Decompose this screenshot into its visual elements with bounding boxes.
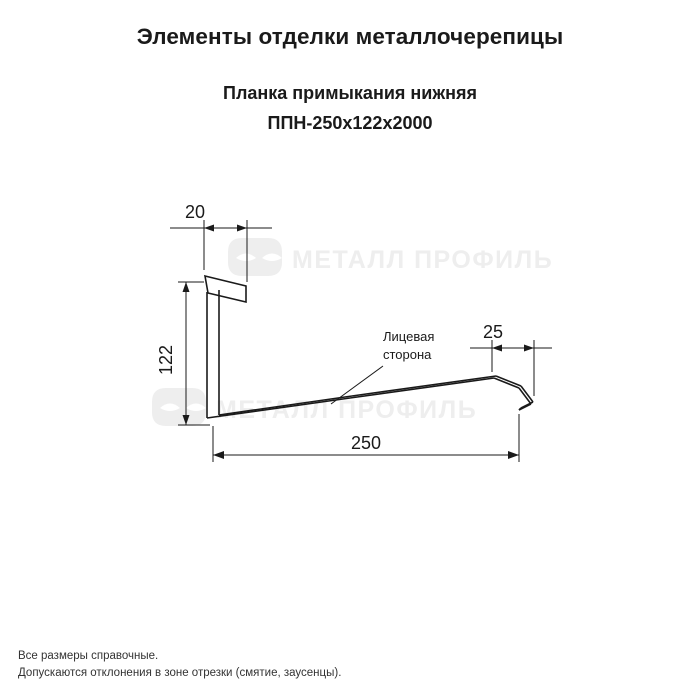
product-code: ППН-250х122х2000 xyxy=(267,113,433,133)
face-side-label-line1: Лицевая xyxy=(383,329,435,344)
svg-text:МЕТАЛЛ ПРОФИЛЬ: МЕТАЛЛ ПРОФИЛЬ xyxy=(216,396,478,424)
dim-250-text: 250 xyxy=(350,433,382,453)
svg-text:МЕТАЛЛ ПРОФИЛЬ: МЕТАЛЛ ПРОФИЛЬ xyxy=(292,246,554,274)
dim-20-text: 20 xyxy=(184,202,206,222)
dim-25-text: 25 xyxy=(482,322,504,342)
watermark-bottom xyxy=(152,388,477,426)
title-block xyxy=(0,22,700,136)
dim-122-text: 122 xyxy=(156,344,176,376)
face-side-label-line2: сторона xyxy=(383,347,432,362)
footer-notes xyxy=(18,648,341,682)
product-name: Планка примыкания нижняя xyxy=(223,83,477,103)
page-title: Элементы отделки металлочерепицы xyxy=(136,24,564,49)
footer-line-1: Все размеры справочные. xyxy=(18,650,159,662)
technical-drawing xyxy=(0,160,700,520)
footer-line-2: Допускаются отклонения в зоне отрезки (смятие, заусенцы). xyxy=(18,667,342,679)
watermark-top xyxy=(228,238,553,276)
